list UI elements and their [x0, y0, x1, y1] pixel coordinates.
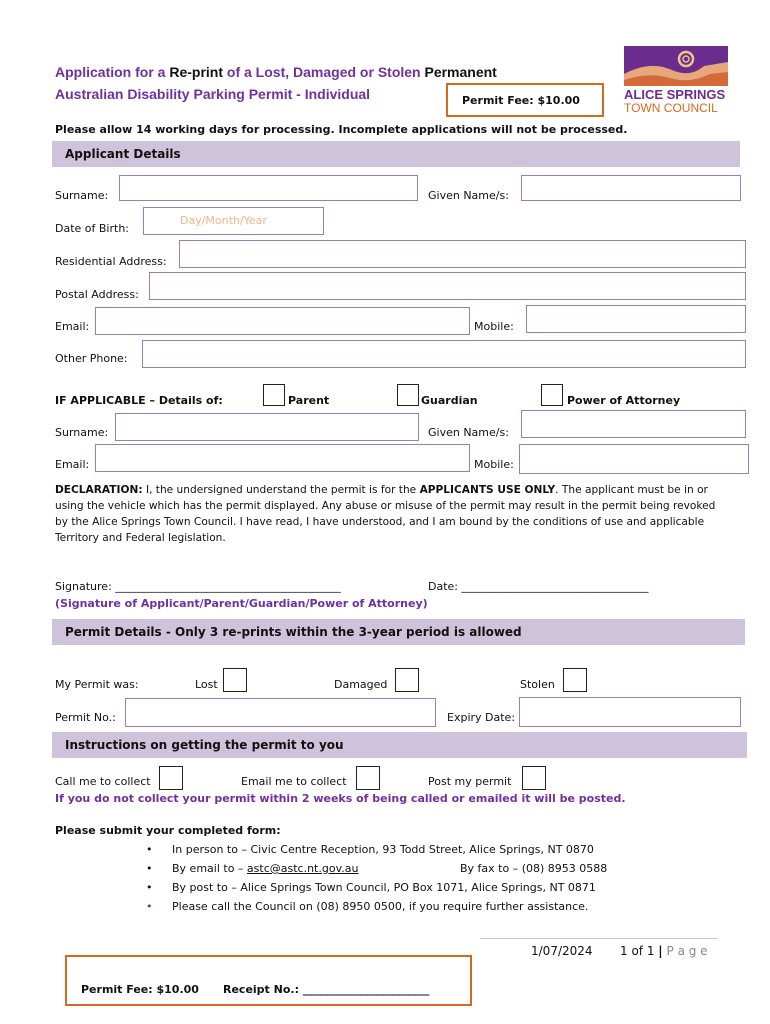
- post-permit-label: Post my permit: [428, 775, 512, 788]
- logo-text-line1: ALICE SPRINGS: [624, 87, 726, 102]
- rep-given-names-field[interactable]: [521, 410, 746, 438]
- section-permit-details: Permit Details - Only 3 re-prints within the 3-year period is allowed: [52, 619, 745, 645]
- rep-email-field[interactable]: [95, 444, 470, 472]
- rep-email-label: Email:: [55, 458, 90, 471]
- form-title-line1: Application for a Re-print of a Lost, Damaged or Stolen Permanent: [55, 64, 497, 80]
- logo-text-line2: TOWN COUNCIL: [624, 101, 718, 115]
- processing-notice: Please allow 14 working days for processing. Incomplete applications will not be processed.: [55, 123, 628, 136]
- guardian-checkbox[interactable]: [397, 384, 419, 406]
- list-item: • By email to – astc@astc.nt.gov.au By fax to – (08) 8953 0588: [146, 859, 596, 878]
- rep-surname-label: Surname:: [55, 426, 109, 439]
- call-collect-checkbox[interactable]: [159, 766, 183, 790]
- expiry-date-label: Expiry Date:: [447, 711, 516, 724]
- permit-was-label: My Permit was:: [55, 678, 139, 691]
- rep-given-names-label: Given Name/s:: [428, 426, 509, 439]
- power-of-attorney-label: Power of Attorney: [567, 394, 681, 407]
- signature-note: (Signature of Applicant/Parent/Guardian/Power of Attorney): [55, 597, 428, 610]
- email-link[interactable]: astc@astc.nt.gov.au: [246, 862, 359, 875]
- list-item: • By post to – Alice Springs Town Council, PO Box 1071, Alice Springs, NT 0871: [146, 878, 596, 897]
- power-of-attorney-checkbox[interactable]: [541, 384, 563, 406]
- postal-address-field[interactable]: [149, 272, 746, 300]
- footer-date: 1/07/2024: [531, 944, 593, 958]
- expiry-date-field[interactable]: [519, 697, 741, 727]
- residential-address-label: Residential Address:: [55, 255, 167, 268]
- submit-heading: Please submit your completed form:: [55, 824, 281, 837]
- section-applicant-details: Applicant Details: [52, 141, 740, 167]
- parent-checkbox[interactable]: [263, 384, 285, 406]
- permit-number-field[interactable]: [125, 698, 436, 727]
- lost-label: Lost: [195, 678, 218, 691]
- stolen-label: Stolen: [520, 678, 555, 691]
- mobile-label: Mobile:: [474, 320, 514, 333]
- footer-divider: [480, 938, 718, 939]
- submit-options-list: [146, 840, 608, 916]
- date-line[interactable]: Date: __________________________________: [428, 580, 649, 593]
- page-number: 1 of 1 | P a g e: [620, 944, 708, 958]
- declaration-text: DECLARATION: I, the undersigned understand the permit is for the APPLICANTS USE ONLY. The applicant must be in or using the vehicle which has the permit displayed. Any abuse or misuse of the permit may result in the permit being revoked by the Alice Springs Town Council. I have read, I have understood, and I am bound by the conditions of use and applicable Territory and Federal legislation.: [55, 484, 716, 544]
- dob-placeholder: Day/Month/Year: [180, 214, 267, 227]
- given-names-field[interactable]: [521, 175, 741, 201]
- stolen-checkbox[interactable]: [563, 668, 587, 692]
- surname-field[interactable]: [119, 175, 418, 201]
- permit-number-label: Permit No.:: [55, 711, 116, 724]
- form-title-line2: Australian Disability Parking Permit - Individual: [55, 86, 371, 102]
- list-item: • Please call the Council on (08) 8950 0500, if you require further assistance.: [146, 897, 596, 916]
- council-logo: [620, 46, 732, 116]
- footer-fee: Permit Fee: $10.00: [81, 983, 199, 996]
- lost-checkbox[interactable]: [223, 668, 247, 692]
- permit-fee-label: Permit Fee: $10.00: [462, 94, 580, 107]
- fax-text: By fax to – (08) 8953 0588: [460, 862, 608, 875]
- surname-label: Surname:: [55, 189, 109, 202]
- email-collect-label: Email me to collect: [241, 775, 347, 788]
- rep-mobile-field[interactable]: [519, 444, 749, 474]
- list-item: • In person to – Civic Centre Reception, 93 Todd Street, Alice Springs, NT 0870: [146, 840, 596, 859]
- dob-label: Date of Birth:: [55, 222, 130, 235]
- given-names-label: Given Name/s:: [428, 189, 509, 202]
- dob-field[interactable]: [143, 207, 324, 235]
- parent-label: Parent: [288, 394, 330, 407]
- post-permit-checkbox[interactable]: [522, 766, 546, 790]
- rep-surname-field[interactable]: [115, 413, 419, 441]
- receipt-number[interactable]: Receipt No.: _______________________: [223, 983, 430, 996]
- other-phone-label: Other Phone:: [55, 352, 128, 365]
- email-field[interactable]: [95, 307, 470, 335]
- residential-address-field[interactable]: [179, 240, 746, 268]
- signature-line[interactable]: Signature: _________________________________________: [55, 580, 341, 593]
- damaged-label: Damaged: [334, 678, 388, 691]
- if-applicable-label: IF APPLICABLE – Details of:: [55, 394, 223, 407]
- council-logo-icon: [620, 46, 732, 86]
- damaged-checkbox[interactable]: [395, 668, 419, 692]
- section-instructions: Instructions on getting the permit to you: [52, 732, 747, 758]
- receipt-box: [65, 955, 472, 1006]
- call-collect-label: Call me to collect: [55, 775, 151, 788]
- postal-address-label: Postal Address:: [55, 288, 139, 301]
- email-label: Email:: [55, 320, 90, 333]
- rep-mobile-label: Mobile:: [474, 458, 514, 471]
- collection-note: If you do not collect your permit within 2 weeks of being called or emailed it will be posted.: [55, 792, 626, 805]
- mobile-field[interactable]: [526, 305, 746, 333]
- permit-fee-box: [446, 83, 604, 117]
- email-collect-checkbox[interactable]: [356, 766, 380, 790]
- guardian-label: Guardian: [421, 394, 478, 407]
- other-phone-field[interactable]: [142, 340, 746, 368]
